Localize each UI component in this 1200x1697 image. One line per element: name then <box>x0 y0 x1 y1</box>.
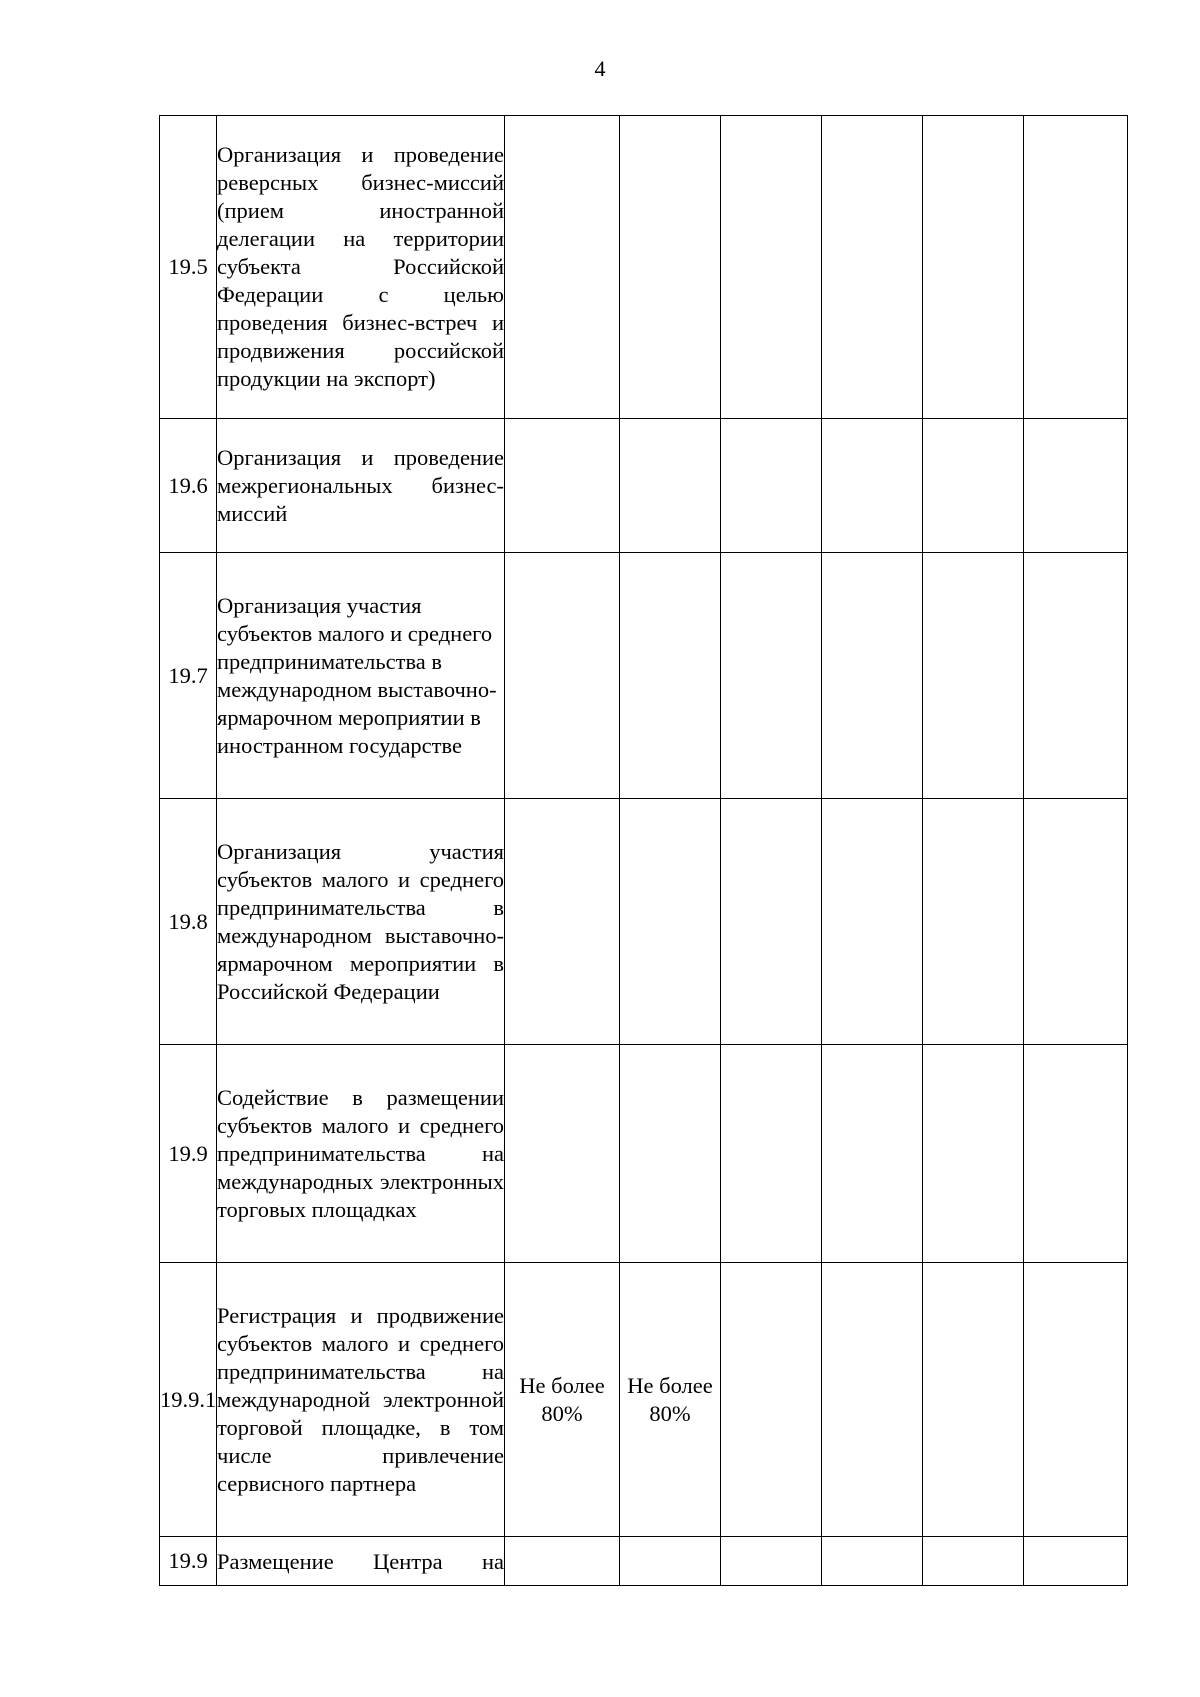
value-cell <box>721 553 822 799</box>
row-number: 19.6 <box>160 419 217 553</box>
value-cell <box>822 553 923 799</box>
value-cell <box>505 553 620 799</box>
value-cell <box>822 799 923 1045</box>
value-cell <box>1024 1537 1128 1586</box>
value-cell <box>822 1537 923 1586</box>
value-cell <box>721 1263 822 1537</box>
value-cell <box>1024 116 1128 419</box>
value-cell <box>822 1045 923 1263</box>
table-row <box>160 419 1128 553</box>
table-row <box>160 1537 1128 1586</box>
value-cell <box>1024 799 1128 1045</box>
value-cell <box>1024 1263 1128 1537</box>
row-number: 19.9.1 <box>160 1263 217 1537</box>
value-cell <box>923 1263 1024 1537</box>
row-number: 19.9 <box>160 1537 217 1586</box>
value-cell <box>505 1537 620 1586</box>
value-cell <box>721 116 822 419</box>
value-cell: Не более 80% <box>620 1263 721 1537</box>
table-row <box>160 116 1128 419</box>
value-cell <box>923 1537 1024 1586</box>
value-cell <box>620 419 721 553</box>
value-cell <box>620 1045 721 1263</box>
row-description: Регистрация и продвижение субъектов малого и среднего предпринимательства на международной электронной торговой площадке, в том числе привлечение сервисного партнера <box>217 1263 505 1537</box>
row-description: Размещение Центра на <box>217 1537 505 1586</box>
value-cell <box>721 1045 822 1263</box>
value-cell: Не более 80% <box>505 1263 620 1537</box>
value-cell <box>923 1045 1024 1263</box>
value-cell <box>1024 553 1128 799</box>
value-cell <box>923 799 1024 1045</box>
value-cell <box>923 419 1024 553</box>
row-description: Организация и проведение межрегиональных бизнес-миссий <box>217 419 505 553</box>
value-cell <box>923 553 1024 799</box>
table-row <box>160 799 1128 1045</box>
value-cell <box>505 799 620 1045</box>
value-cell <box>822 419 923 553</box>
row-number: 19.8 <box>160 799 217 1045</box>
value-cell <box>505 116 620 419</box>
row-description: Организация участия субъектов малого и среднего предпринимательства в международном выставочно-ярмарочном мероприятии в иностранном государстве <box>217 553 505 799</box>
value-cell <box>505 419 620 553</box>
row-number: 19.7 <box>160 553 217 799</box>
value-cell <box>822 1263 923 1537</box>
document-table <box>159 115 1128 1586</box>
value-cell <box>620 116 721 419</box>
value-cell <box>505 1045 620 1263</box>
table-row <box>160 553 1128 799</box>
value-cell <box>721 799 822 1045</box>
row-description: Организация участия субъектов малого и среднего предпринимательства в международном выставочно-ярмарочном мероприятии в Российской Федерации <box>217 799 505 1045</box>
value-cell <box>721 419 822 553</box>
value-cell <box>721 1537 822 1586</box>
value-cell <box>620 553 721 799</box>
row-description: Содействие в размещении субъектов малого и среднего предпринимательства на международных электронных торговых площадках <box>217 1045 505 1263</box>
value-cell <box>620 799 721 1045</box>
row-number: 19.5 <box>160 116 217 419</box>
table-row <box>160 1045 1128 1263</box>
row-number: 19.9 <box>160 1045 217 1263</box>
value-cell <box>1024 1045 1128 1263</box>
page-number: 4 <box>594 56 606 81</box>
value-cell <box>1024 419 1128 553</box>
value-cell <box>620 1537 721 1586</box>
value-cell <box>923 116 1024 419</box>
table-row <box>160 1263 1128 1537</box>
row-description: Организация и проведение реверсных бизнес-миссий (прием иностранной делегации на территории субъекта Российской Федерации с целью проведения бизнес-встреч и продвижения российской продукции на экспорт) <box>217 116 505 419</box>
value-cell <box>822 116 923 419</box>
